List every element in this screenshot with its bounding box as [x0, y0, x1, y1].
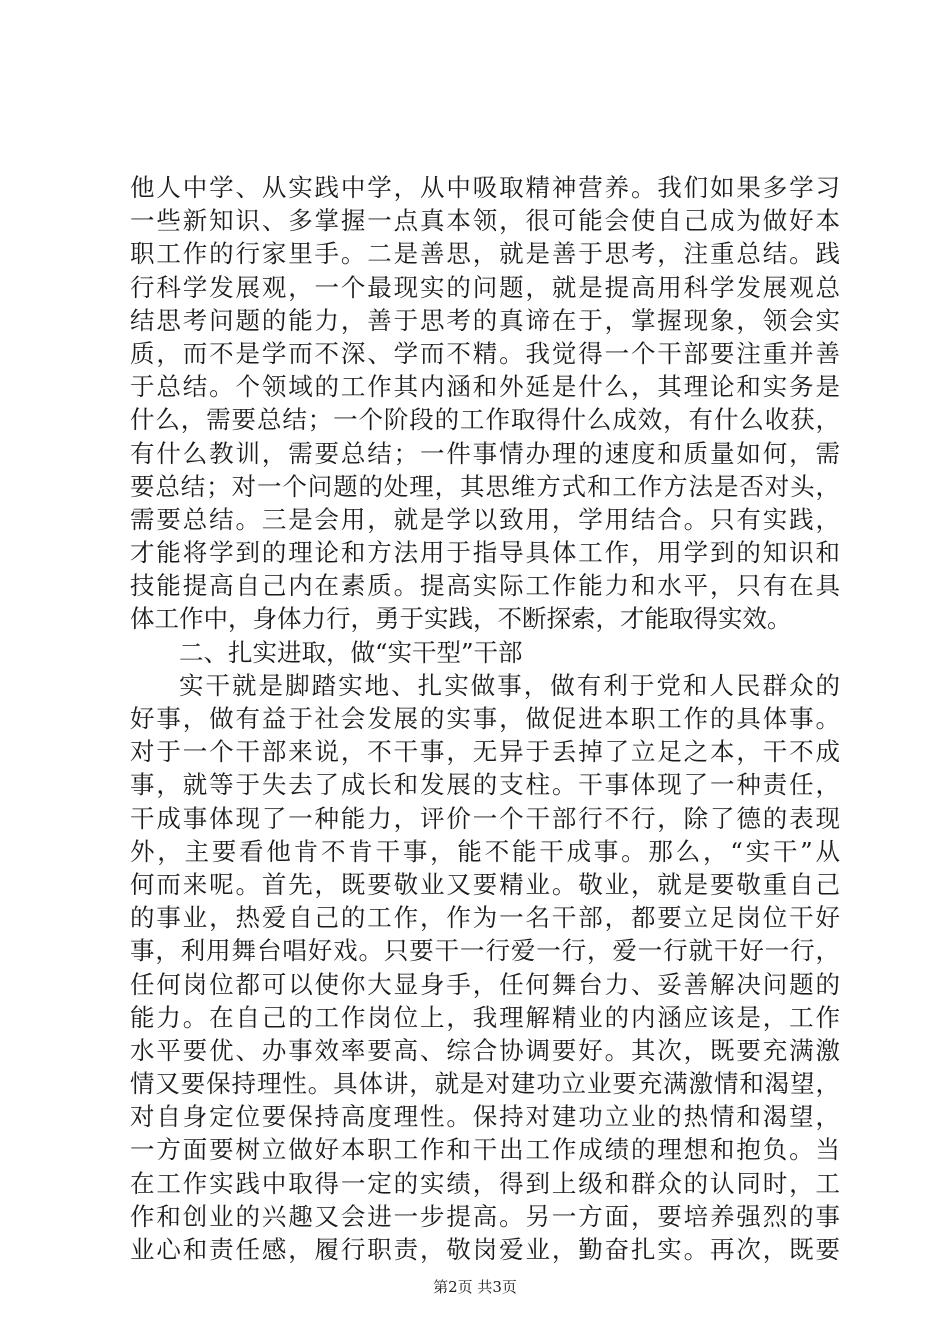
- text-line: 质，而不是学而不深、学而不精。我觉得一个干部要注重并善: [130, 338, 840, 368]
- text-line: 需要总结。三是会用，就是学以致用，学用结合。只有实践，: [130, 504, 840, 534]
- text-line: 实干就是脚踏实地、扎实做事，做有利于党和人民群众的: [179, 670, 840, 700]
- text-line: 才能将学到的理论和方法用于指导具体工作，用学到的知识和: [130, 538, 840, 568]
- text-line: 一些新知识、多掌握一点真本领，很可能会使自己成为做好本: [130, 206, 840, 236]
- text-line: 对于一个干部来说，不干事，无异于丢掉了立足之本，干不成: [130, 737, 840, 767]
- text-line: 什么，需要总结；一个阶段的工作取得什么成效，有什么收获，: [130, 405, 840, 435]
- text-line: 在工作实践中取得一定的实绩，得到上级和群众的认同时，工: [130, 1168, 840, 1198]
- text-line: 事，就等于失去了成长和发展的支柱。干事体现了一种责任，: [130, 770, 840, 800]
- text-line: 业心和责任感，履行职责，敬岗爱业，勤奋扎实。再次，既要: [130, 1235, 840, 1264]
- text-line: 行科学发展观，一个最现实的问题，就是提高用科学发展观总: [130, 272, 840, 302]
- body-text: [130, 171, 840, 1266]
- page-number: 第2页 共3页: [433, 1278, 517, 1296]
- section-heading: 二、扎实进取，做“实干型”干部: [179, 637, 523, 667]
- text-line: 对自身定位要保持高度理性。保持对建功立业的热情和渴望，: [130, 1102, 840, 1132]
- text-line: 作和创业的兴趣又会进一步提高。另一方面，要培养强烈的事: [130, 1201, 840, 1231]
- text-line: 任何岗位都可以使你大显身手，任何舞台力、妥善解决问题的: [130, 969, 840, 999]
- text-line: 技能提高自己内在素质。提高实际工作能力和水平，只有在具: [130, 571, 840, 601]
- text-line: 要总结；对一个问题的处理，其思维方式和工作方法是否对头，: [130, 471, 840, 501]
- text-line: 外，主要看他肯不肯干事，能不能干成事。那么，“实干”从: [130, 836, 840, 866]
- text-line: 能力。在自己的工作岗位上，我理解精业的内涵应该是，工作: [130, 1002, 840, 1032]
- page-footer: [0, 1276, 950, 1297]
- text-line: 水平要优、办事效率要高、综合协调要好。其次，既要充满激: [130, 1035, 840, 1065]
- text-line: 体工作中，身体力行，勇于实践，不断探索，才能取得实效。: [130, 604, 792, 634]
- text-line: 何而来呢。首先，既要敬业又要精业。敬业，就是要敬重自己: [130, 869, 840, 899]
- text-line: 一方面要树立做好本职工作和干出工作成绩的理想和抱负。当: [130, 1135, 840, 1165]
- text-line: 干成事体现了一种能力，评价一个干部行不行，除了德的表现: [130, 803, 840, 833]
- text-line: 情又要保持理性。具体讲，就是对建功立业要充满激情和渴望，: [130, 1069, 840, 1099]
- text-line: 结思考问题的能力，善于思考的真谛在于，掌握现象，领会实: [130, 305, 840, 335]
- text-line: 的事业，热爱自己的工作，作为一名干部，都要立足岗位干好: [130, 903, 840, 933]
- text-line: 有什么教训，需要总结；一件事情办理的速度和质量如何，需: [130, 438, 840, 468]
- text-line: 好事，做有益于社会发展的实事，做促进本职工作的具体事。: [130, 704, 840, 733]
- text-line: 他人中学、从实践中学，从中吸取精神营养。我们如果多学习: [130, 173, 840, 202]
- text-line: 事，利用舞台唱好戏。只要干一行爱一行，爱一行就干好一行，: [130, 936, 840, 966]
- text-line: 于总结。个领域的工作其内涵和外延是什么，其理论和实务是: [130, 372, 840, 402]
- text-line: 职工作的行家里手。二是善思，就是善于思考，注重总结。践: [130, 239, 840, 269]
